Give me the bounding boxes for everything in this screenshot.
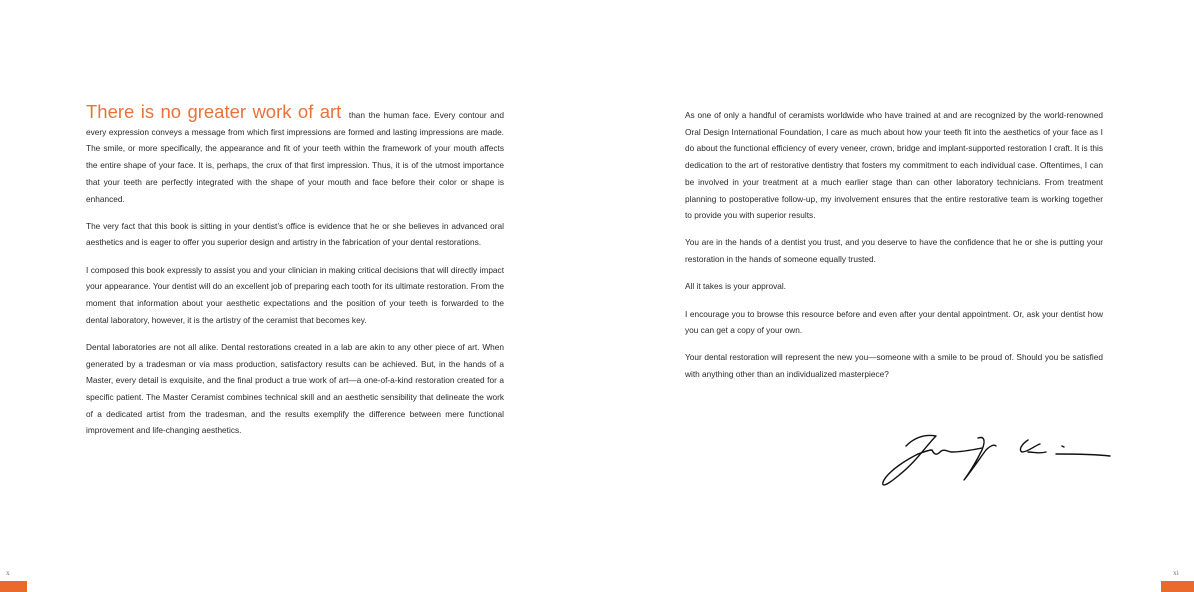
intro-paragraph: [86, 103, 504, 207]
paragraph: I encourage you to browse this resource before and even after your dental appointment. Or, ask your dentist how you can get a copy of your own.: [685, 308, 1103, 336]
paragraph: Your dental restoration will represent the new you—someone with a smile to be proud of. Should you be satisfied with anything other than an individualized masterpiece?: [685, 352, 1103, 380]
intro-text: than the human face. Every contour and every expression conveys a message from which first impressions are formed and lasting impressions are made. The smile, or more specifically, the appearance and fit of your teeth within the framework of your mouth affects the entire shape of your face. It is, perhaps, the crux of that first impression. Thus, it is of the utmost importance that your teeth are perfectly integrated with the shape of your mouth and face before their color or shape is enhanced.: [86, 110, 504, 204]
page-tab-left: [0, 581, 27, 592]
paragraph: You are in the hands of a dentist you trust, and you deserve to have the confidence that he or she is putting your restoration in the hands of someone equally trusted.: [685, 237, 1103, 265]
paragraph: Dental laboratories are not all alike. Dental restorations created in a lab are akin to any other piece of art. When generated by a tradesman or via mass production, satisfactory results can be achieved. But, in the hands of a Master, every detail is exquisite, and the final product a true work of art—a one-of-a-kind restoration created for a specific patient. The Master Ceramist combines technical skill and an aesthetic sensibility that delineate the work of a dedicated artist from the tradesman, and the results exemplify the difference between mere functional improvement and life-changing aesthetics.: [86, 341, 504, 436]
page-number-right: xi: [1173, 568, 1179, 577]
paragraph: I composed this book expressly to assist you and your clinician in making critical decisions that will directly impact your appearance. Your dentist will do an excellent job of preparing each tooth for its ultimate restoration. From the moment that information about your aesthetic expectations and the position of your teeth is forwarded to the dental laboratory, however, it is the artistry of the ceramist that becomes key.: [86, 264, 504, 325]
paragraph: The very fact that this book is sitting in your dentist’s office is evidence that he or she believes in advanced oral aesthetics and is eager to offer you superior design and artistry in the fabrication of your dental restorations.: [86, 220, 504, 248]
right-text-column: [685, 107, 1103, 393]
paragraph: All it takes is your approval.: [685, 281, 786, 292]
signature-icon: [878, 424, 1118, 494]
page-number-left: x: [6, 568, 10, 577]
right-page: [597, 0, 1194, 592]
lead-heading: There is no greater work of art: [86, 101, 342, 122]
left-text-column: [86, 103, 504, 450]
page-tab-right: [1161, 581, 1194, 592]
paragraph: As one of only a handful of ceramists worldwide who have trained at and are recognized by the world-renowned Oral Design International Foundation, I care as much about how your teeth fit into the aesthetics of your face as I do about the functional efficiency of every veneer, crown, bridge and implant-supported restoration I craft. It is this dedication to the art of restorative dentistry that fosters my commitment to each individual case. Oftentimes, I can be involved in your treatment at a much earlier stage than can other laboratory technicians. From treatment planning to postoperative follow-up, my involvement ensures that the entire restorative team is working together to provide you with superior results.: [685, 110, 1103, 221]
